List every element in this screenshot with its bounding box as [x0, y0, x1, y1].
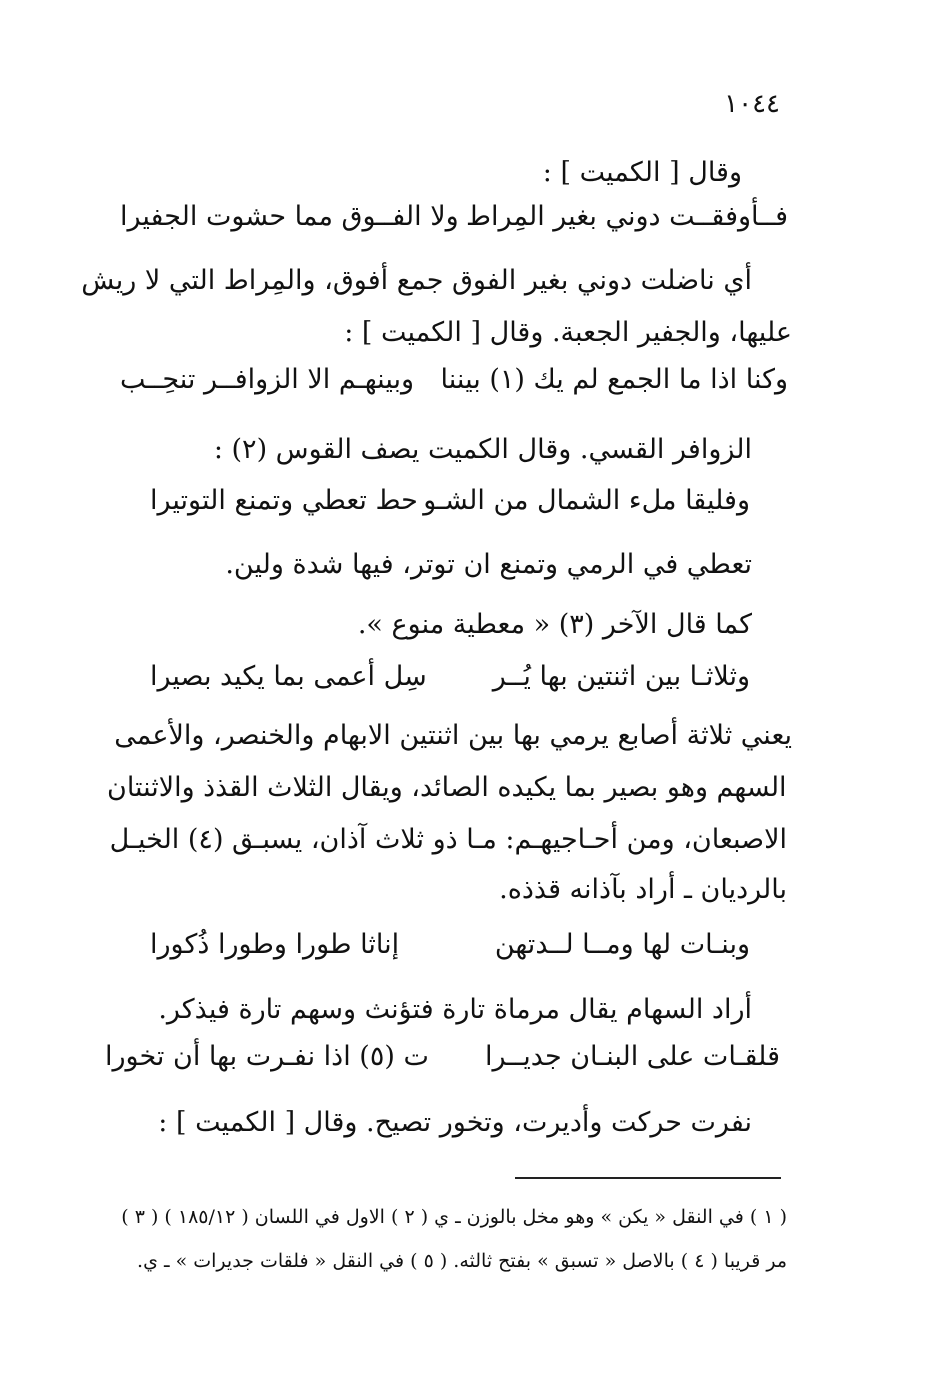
text-line: الزوافر القسي. وقال الكميت يصف القوس (٢) :: [213, 434, 752, 465]
page-number: ١٠٤٤: [724, 89, 780, 119]
text-line: يعني ثلاثة أصابع يرمي بها بين اثنتين الابهام والخنصر، والأعمى: [114, 720, 792, 751]
verse-line: [150, 925, 750, 965]
verse-hemistich-left: حط تعطي وتمنع التوتيرا: [150, 485, 418, 516]
footnote-line: ( ١ ) في النقل « يكن » وهو مخل بالوزن ـ ي ( ٢ ) الاول في اللسان ( ١٨٥/١٢ ) ( ٣ ): [121, 1206, 787, 1228]
footnote-line: مر قريبا ( ٤ ) بالاصل « تسبق » بفتح ثالثه. ( ٥ ) في النقل « فلقات جديرات » ـ ي.: [137, 1250, 787, 1272]
text-line: أراد السهام يقال مرماة تارة فتؤنث وسهم تارة فيذكر.: [158, 994, 752, 1025]
verse-line: [150, 657, 750, 697]
footnote-separator: [515, 1177, 781, 1179]
verse-hemistich-left: ولا الفــوق مما حشوت الجفيرا: [120, 201, 459, 232]
verse-hemistich-left: ت (٥) اذا نفـرت بها أن تخورا: [105, 1041, 429, 1072]
verse-line: [120, 197, 788, 237]
verse-hemistich-right: وفليقا ملء الشمال من الشـو: [423, 485, 750, 516]
text-line: بالرديان ـ أراد بآذانه قذذه.: [499, 874, 787, 905]
verse-line: [150, 481, 750, 521]
verse-hemistich-right: فــأوفقــت دوني بغير المِراط: [465, 201, 788, 232]
text-line: السهم وهو بصير بما يكيده الصائد، ويقال الثلاث القذذ والاثنتان: [107, 772, 787, 803]
verse-hemistich-right: وبنـات لها ومــا لــدتهن: [494, 929, 750, 960]
text-line: تعطي في الرمي وتمنع ان توتر، فيها شدة ولين.: [225, 549, 752, 580]
verse-hemistich-left: إناثا طورا وطورا ذُكورا: [150, 929, 400, 960]
verse-hemistich-left: سِل أعمى بما يكيد بصيرا: [150, 661, 427, 692]
verse-hemistich-left: وبينهـم الا الزوافــر تنحِــب: [120, 364, 415, 395]
verse-line: [120, 360, 788, 400]
verse-hemistich-right: وثلاثـا بين اثنتين بها يُــر: [492, 661, 750, 692]
text-line: نفرت حركت وأديرت، وتخور تصيح. وقال [ الكميت ] :: [158, 1107, 752, 1138]
text-line: الاصبعان، ومن أحـاجيهـم: مـا ذو ثلاث آذان، يسبـق (٤) الخيـل: [109, 824, 787, 855]
verse-hemistich-right: قلقـات على البنـان جديــرا: [485, 1041, 780, 1072]
text-line: وقال [ الكميت ] :: [542, 157, 742, 188]
text-line: كما قال الآخر (٣) « معطية منوع ».: [357, 609, 752, 640]
verse-hemistich-right: وكنا اذا ما الجمع لم يك (١) بيننا: [440, 364, 788, 395]
text-line: أي ناضلت دوني بغير الفوق جمع أفوق، والمِراط التي لا ريش: [81, 265, 752, 296]
text-line: عليها، والجفير الجعبة. وقال [ الكميت ] :: [344, 317, 792, 348]
verse-line: [105, 1037, 780, 1077]
